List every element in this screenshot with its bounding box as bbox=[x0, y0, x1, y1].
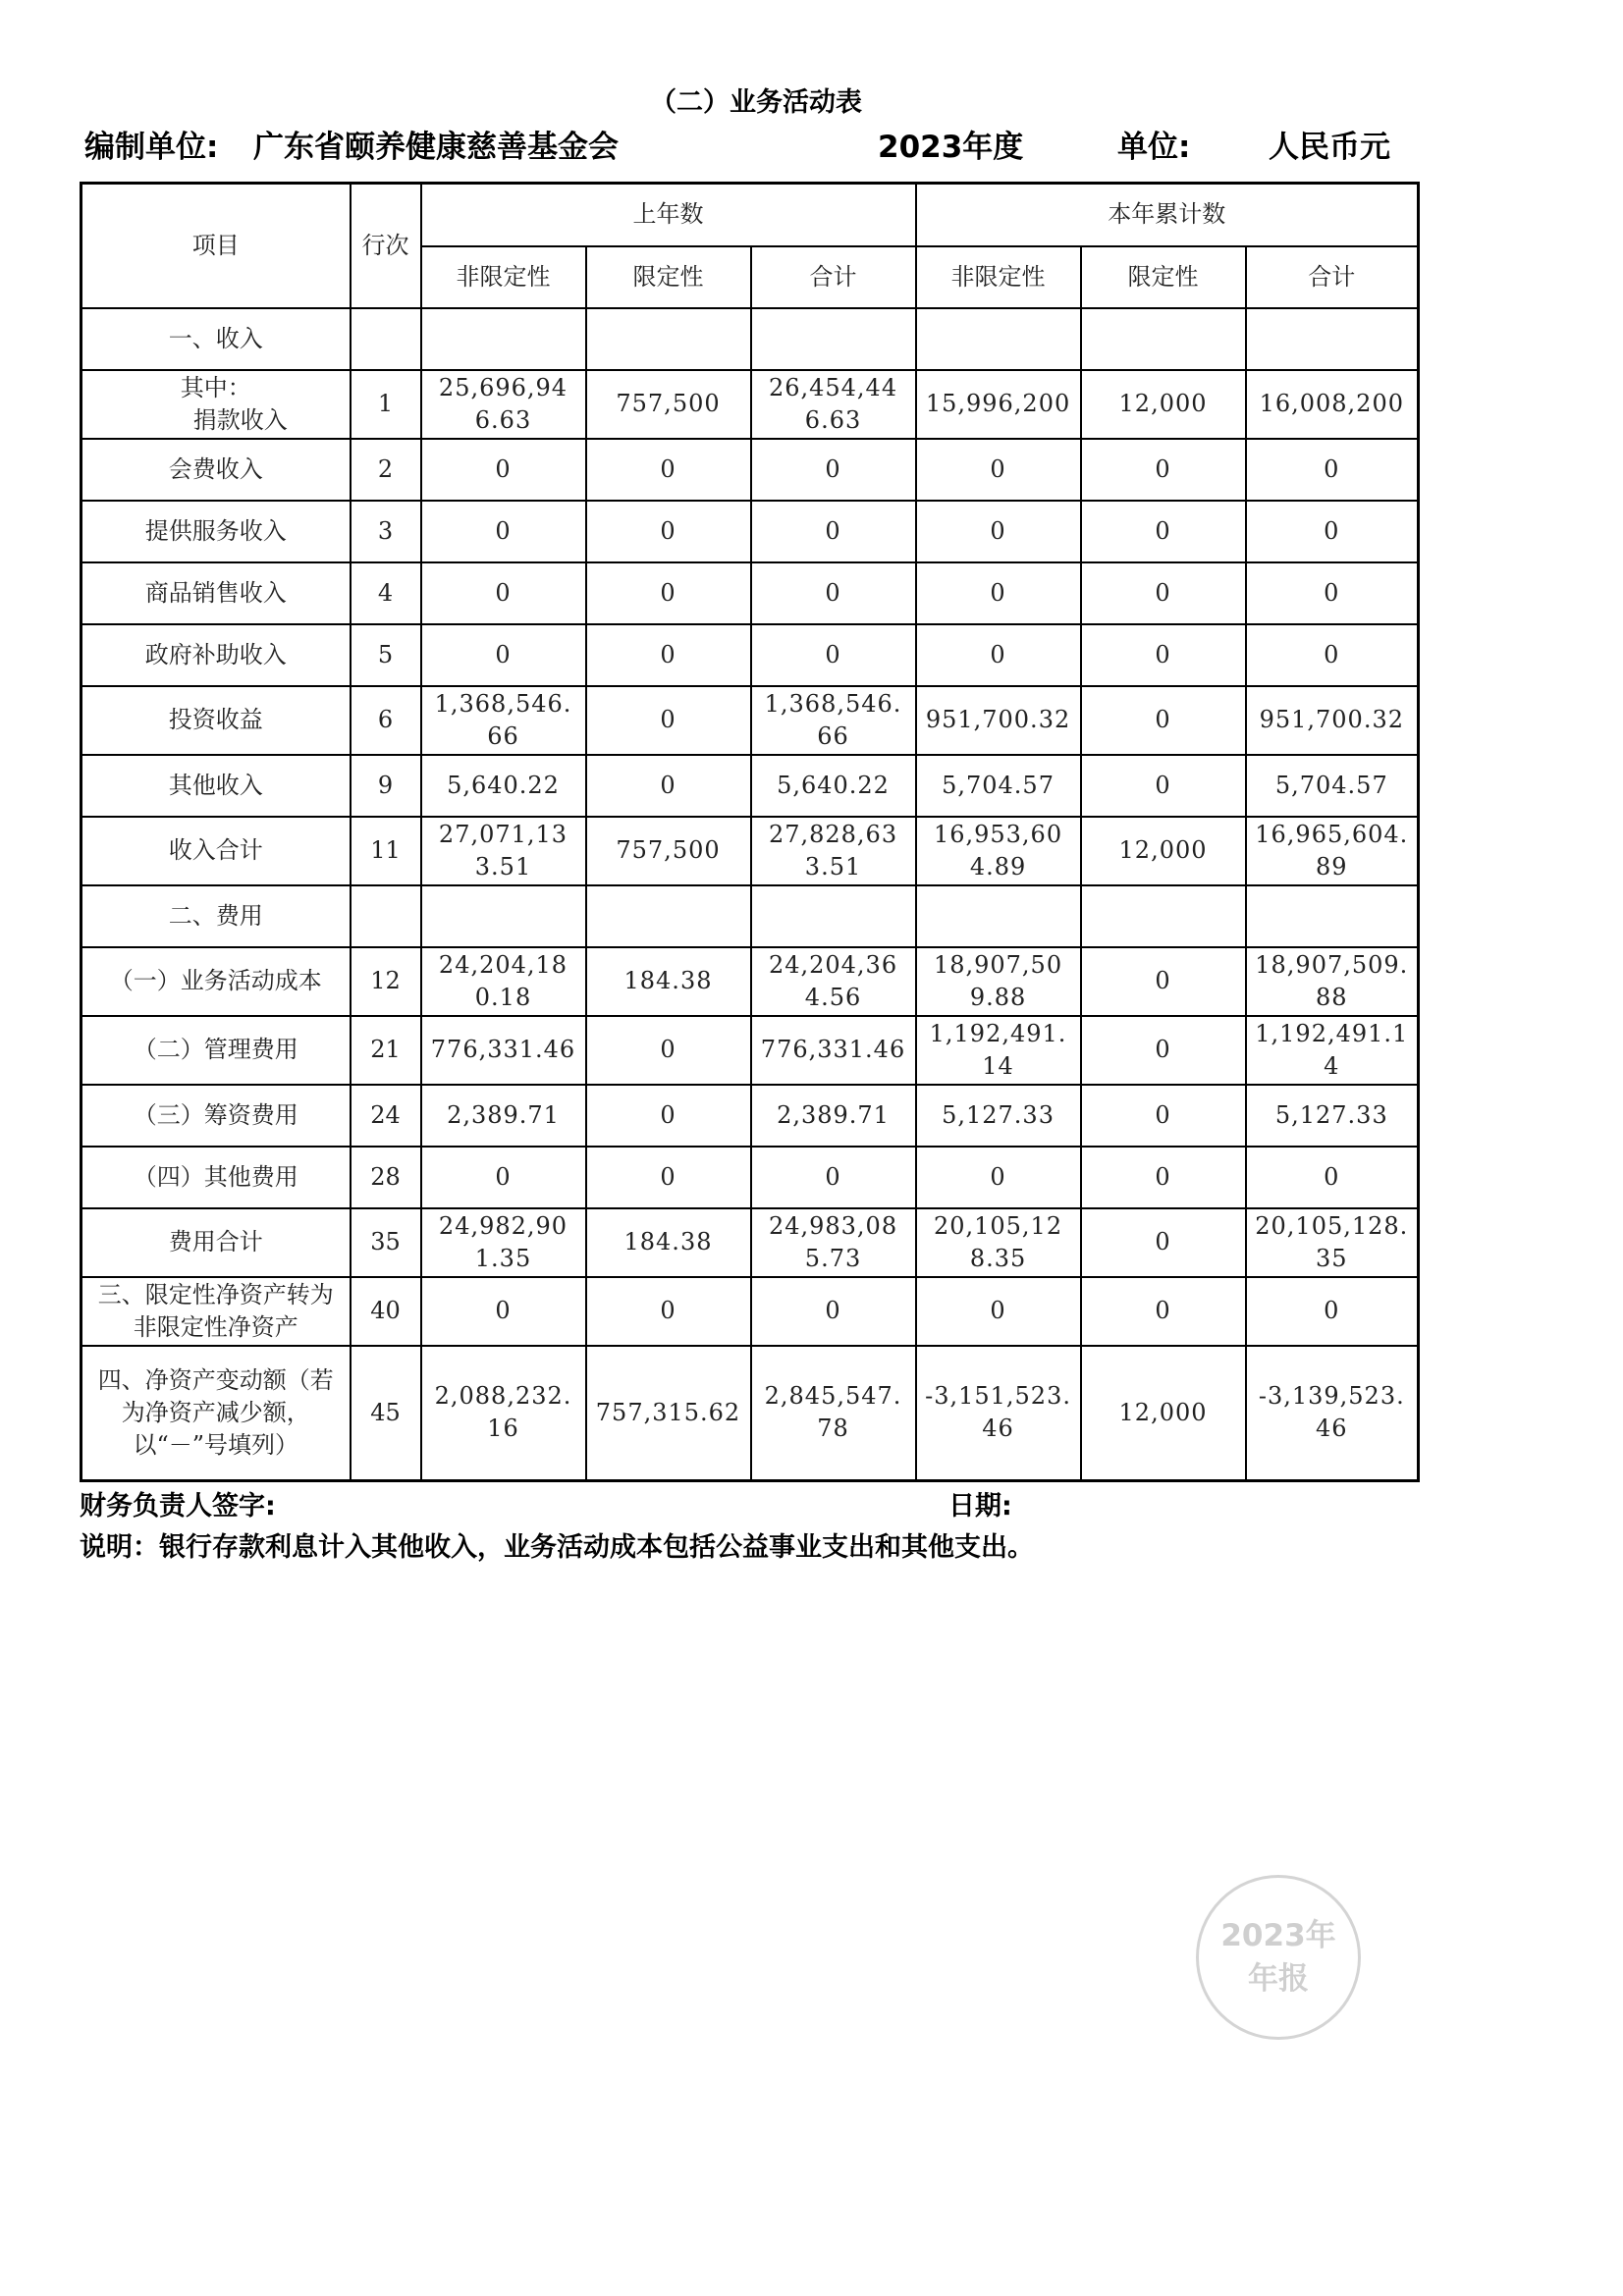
row-value-cell: 0 bbox=[586, 562, 751, 624]
row-value-cell: 5,704.57 bbox=[1246, 755, 1419, 817]
row-value-cell: 5,127.33 bbox=[1246, 1085, 1419, 1147]
row-value-cell: 27,828,633.51 bbox=[751, 817, 916, 885]
row-value-cell: 1,192,491.14 bbox=[1246, 1016, 1419, 1085]
row-item: 费用合计 bbox=[81, 1208, 351, 1277]
row-item: （一）业务活动成本 bbox=[81, 947, 351, 1016]
table-row bbox=[81, 501, 1419, 562]
row-value-cell: 24,204,364.56 bbox=[751, 947, 916, 1016]
row-value-cell: 0 bbox=[1081, 439, 1246, 501]
row-value-cell bbox=[1246, 308, 1419, 370]
row-value-cell: 1,368,546.66 bbox=[421, 686, 586, 755]
table-row bbox=[81, 817, 1419, 885]
table-row bbox=[81, 1085, 1419, 1147]
row-value-cell: 0 bbox=[586, 686, 751, 755]
row-value-cell: 27,071,133.51 bbox=[421, 817, 586, 885]
row-item bbox=[81, 370, 351, 439]
table-row bbox=[81, 947, 1419, 1016]
row-value-cell: 776,331.46 bbox=[751, 1016, 916, 1085]
row-value-cell: 24,982,901.35 bbox=[421, 1208, 586, 1277]
row-value-cell: 0 bbox=[751, 1147, 916, 1208]
table-body bbox=[81, 308, 1419, 1481]
row-value-cell: 0 bbox=[916, 501, 1081, 562]
row-value-cell bbox=[1246, 885, 1419, 947]
row-value-cell: 0 bbox=[751, 439, 916, 501]
row-line-number: 4 bbox=[351, 562, 421, 624]
row-item-label: 捐款收入 bbox=[192, 405, 288, 434]
row-value-cell: 16,008,200 bbox=[1246, 370, 1419, 439]
row-value-cell: 15,996,200 bbox=[916, 370, 1081, 439]
table-row bbox=[81, 1346, 1419, 1481]
row-item: 收入合计 bbox=[81, 817, 351, 885]
row-value-cell: 0 bbox=[586, 1085, 751, 1147]
row-value-cell: 0 bbox=[1081, 755, 1246, 817]
row-item: 二、费用 bbox=[81, 885, 351, 947]
row-item: 政府补助收入 bbox=[81, 624, 351, 686]
row-value-cell: 0 bbox=[1246, 624, 1419, 686]
row-value-cell: 0 bbox=[1081, 947, 1246, 1016]
activity-table bbox=[80, 182, 1420, 1482]
annual-report-stamp bbox=[1196, 1875, 1361, 2040]
row-line-number: 45 bbox=[351, 1346, 421, 1481]
row-value-cell: 951,700.32 bbox=[1246, 686, 1419, 755]
row-value-cell: 951,700.32 bbox=[916, 686, 1081, 755]
table-row bbox=[81, 370, 1419, 439]
row-value-cell: 0 bbox=[1081, 624, 1246, 686]
table-row bbox=[81, 1147, 1419, 1208]
row-value-cell bbox=[916, 885, 1081, 947]
row-value-cell: 2,088,232.16 bbox=[421, 1346, 586, 1481]
table-row bbox=[81, 885, 1419, 947]
row-value-cell: 0 bbox=[916, 1147, 1081, 1208]
row-value-cell: 0 bbox=[916, 1277, 1081, 1346]
row-value-cell: 0 bbox=[421, 501, 586, 562]
row-value-cell: 24,204,180.18 bbox=[421, 947, 586, 1016]
row-value-cell: 2,389.71 bbox=[751, 1085, 916, 1147]
header-curr-total: 合计 bbox=[1246, 246, 1419, 308]
row-value-cell: 0 bbox=[421, 1277, 586, 1346]
table-row bbox=[81, 1208, 1419, 1277]
row-value-cell: 0 bbox=[1081, 1208, 1246, 1277]
row-value-cell: 0 bbox=[586, 1016, 751, 1085]
row-value-cell: 16,953,604.89 bbox=[916, 817, 1081, 885]
table-row bbox=[81, 439, 1419, 501]
header-prev-restricted: 限定性 bbox=[586, 246, 751, 308]
stamp-line-2: 年报 bbox=[1248, 1961, 1309, 1997]
row-value-cell: 2,845,547.78 bbox=[751, 1346, 916, 1481]
row-value-cell: 757,500 bbox=[586, 817, 751, 885]
row-value-cell bbox=[421, 308, 586, 370]
row-item: 其他收入 bbox=[81, 755, 351, 817]
row-item: 商品销售收入 bbox=[81, 562, 351, 624]
row-value-cell: 0 bbox=[586, 501, 751, 562]
row-value-cell: 184.38 bbox=[586, 1208, 751, 1277]
row-value-cell: 0 bbox=[1246, 439, 1419, 501]
row-value-cell bbox=[916, 308, 1081, 370]
row-line-number: 24 bbox=[351, 1085, 421, 1147]
row-value-cell: 0 bbox=[751, 562, 916, 624]
row-line-number: 28 bbox=[351, 1147, 421, 1208]
row-value-cell: 0 bbox=[421, 439, 586, 501]
row-line-number: 40 bbox=[351, 1277, 421, 1346]
date-label: 日期: bbox=[948, 1491, 1012, 1522]
row-value-cell bbox=[751, 308, 916, 370]
row-value-cell: 5,640.22 bbox=[421, 755, 586, 817]
row-value-cell bbox=[1081, 308, 1246, 370]
table-row bbox=[81, 1277, 1419, 1346]
header-prev-year: 上年数 bbox=[421, 184, 916, 246]
row-value-cell: 0 bbox=[1081, 1277, 1246, 1346]
row-value-cell: 2,389.71 bbox=[421, 1085, 586, 1147]
row-value-cell: 5,127.33 bbox=[916, 1085, 1081, 1147]
row-value-cell: 1,192,491.14 bbox=[916, 1016, 1081, 1085]
row-item: 四、净资产变动额（若为净资产减少额，以“－”号填列） bbox=[81, 1346, 351, 1481]
row-value-cell bbox=[421, 885, 586, 947]
row-value-cell: 0 bbox=[916, 562, 1081, 624]
row-item: （三）筹资费用 bbox=[81, 1085, 351, 1147]
row-value-cell: 0 bbox=[1081, 501, 1246, 562]
row-value-cell: -3,151,523.46 bbox=[916, 1346, 1081, 1481]
row-value-cell bbox=[586, 308, 751, 370]
header-curr-restricted: 限定性 bbox=[1081, 246, 1246, 308]
row-value-cell: 18,907,509.88 bbox=[916, 947, 1081, 1016]
row-value-cell: 776,331.46 bbox=[421, 1016, 586, 1085]
header-item: 项目 bbox=[81, 184, 351, 308]
explanation-note: 说明：银行存款利息计入其他收入，业务活动成本包括公益事业支出和其他支出。 bbox=[80, 1532, 1034, 1563]
row-value-cell: 0 bbox=[1081, 1085, 1246, 1147]
row-item: （二）管理费用 bbox=[81, 1016, 351, 1085]
row-value-cell: 0 bbox=[1246, 1277, 1419, 1346]
table-row bbox=[81, 755, 1419, 817]
row-value-cell: 0 bbox=[1246, 562, 1419, 624]
row-value-cell: 16,965,604.89 bbox=[1246, 817, 1419, 885]
row-value-cell: 0 bbox=[916, 624, 1081, 686]
row-value-cell: 0 bbox=[1246, 1147, 1419, 1208]
row-value-cell: 0 bbox=[1081, 1147, 1246, 1208]
unit-label: 编制单位: bbox=[84, 130, 219, 165]
row-line-number: 12 bbox=[351, 947, 421, 1016]
row-value-cell: 18,907,509.88 bbox=[1246, 947, 1419, 1016]
row-value-cell: 0 bbox=[1081, 1016, 1246, 1085]
row-item-prefix: 其中： bbox=[180, 373, 251, 401]
row-line-number: 9 bbox=[351, 755, 421, 817]
row-value-cell: 0 bbox=[421, 562, 586, 624]
row-value-cell: 0 bbox=[1246, 501, 1419, 562]
row-value-cell bbox=[1081, 885, 1246, 947]
row-line-number: 3 bbox=[351, 501, 421, 562]
row-item: 三、限定性净资产转为非限定性净资产 bbox=[81, 1277, 351, 1346]
row-line-number bbox=[351, 885, 421, 947]
row-value-cell: 0 bbox=[1081, 562, 1246, 624]
report-year: 2023年度 bbox=[878, 130, 1024, 165]
row-value-cell: 0 bbox=[916, 439, 1081, 501]
row-value-cell: 0 bbox=[421, 624, 586, 686]
row-value-cell: -3,139,523.46 bbox=[1246, 1346, 1419, 1481]
header-prev-unrestricted: 非限定性 bbox=[421, 246, 586, 308]
table-row bbox=[81, 562, 1419, 624]
row-item: 会费收入 bbox=[81, 439, 351, 501]
row-value-cell: 0 bbox=[421, 1147, 586, 1208]
row-line-number: 11 bbox=[351, 817, 421, 885]
header-line: 行次 bbox=[351, 184, 421, 308]
row-value-cell: 0 bbox=[586, 1277, 751, 1346]
table-row bbox=[81, 624, 1419, 686]
row-value-cell: 757,315.62 bbox=[586, 1346, 751, 1481]
row-item: （四）其他费用 bbox=[81, 1147, 351, 1208]
row-value-cell: 0 bbox=[586, 1147, 751, 1208]
row-value-cell: 0 bbox=[1081, 686, 1246, 755]
currency-label: 单位: bbox=[1117, 130, 1191, 165]
row-value-cell: 1,368,546.66 bbox=[751, 686, 916, 755]
row-line-number: 1 bbox=[351, 370, 421, 439]
unit-name: 广东省颐养健康慈善基金会 bbox=[253, 130, 619, 165]
signature-label: 财务负责人签字: bbox=[80, 1491, 276, 1522]
table-row bbox=[81, 308, 1419, 370]
row-value-cell: 12,000 bbox=[1081, 370, 1246, 439]
row-value-cell bbox=[586, 885, 751, 947]
currency-name: 人民币元 bbox=[1269, 130, 1390, 165]
row-value-cell: 757,500 bbox=[586, 370, 751, 439]
row-line-number: 21 bbox=[351, 1016, 421, 1085]
header-prev-total: 合计 bbox=[751, 246, 916, 308]
row-value-cell: 12,000 bbox=[1081, 1346, 1246, 1481]
row-value-cell bbox=[751, 885, 916, 947]
row-value-cell: 26,454,446.63 bbox=[751, 370, 916, 439]
row-line-number: 6 bbox=[351, 686, 421, 755]
stamp-line-1: 2023年 bbox=[1220, 1918, 1336, 1953]
row-value-cell: 5,704.57 bbox=[916, 755, 1081, 817]
row-line-number: 2 bbox=[351, 439, 421, 501]
row-line-number bbox=[351, 308, 421, 370]
row-line-number: 5 bbox=[351, 624, 421, 686]
header-curr-year: 本年累计数 bbox=[916, 184, 1419, 246]
row-value-cell: 0 bbox=[586, 439, 751, 501]
row-value-cell: 5,640.22 bbox=[751, 755, 916, 817]
row-value-cell: 12,000 bbox=[1081, 817, 1246, 885]
page-title: （二）业务活动表 bbox=[650, 87, 862, 118]
row-value-cell: 184.38 bbox=[586, 947, 751, 1016]
row-item: 一、收入 bbox=[81, 308, 351, 370]
row-value-cell: 24,983,085.73 bbox=[751, 1208, 916, 1277]
row-value-cell: 25,696,946.63 bbox=[421, 370, 586, 439]
row-value-cell: 0 bbox=[586, 755, 751, 817]
row-value-cell: 0 bbox=[751, 1277, 916, 1346]
row-value-cell: 20,105,128.35 bbox=[916, 1208, 1081, 1277]
row-value-cell: 0 bbox=[586, 624, 751, 686]
row-item: 投资收益 bbox=[81, 686, 351, 755]
table-row bbox=[81, 686, 1419, 755]
row-line-number: 35 bbox=[351, 1208, 421, 1277]
row-item: 提供服务收入 bbox=[81, 501, 351, 562]
row-value-cell: 0 bbox=[751, 624, 916, 686]
row-value-cell: 20,105,128.35 bbox=[1246, 1208, 1419, 1277]
header-curr-unrestricted: 非限定性 bbox=[916, 246, 1081, 308]
row-value-cell: 0 bbox=[751, 501, 916, 562]
table-row bbox=[81, 1016, 1419, 1085]
